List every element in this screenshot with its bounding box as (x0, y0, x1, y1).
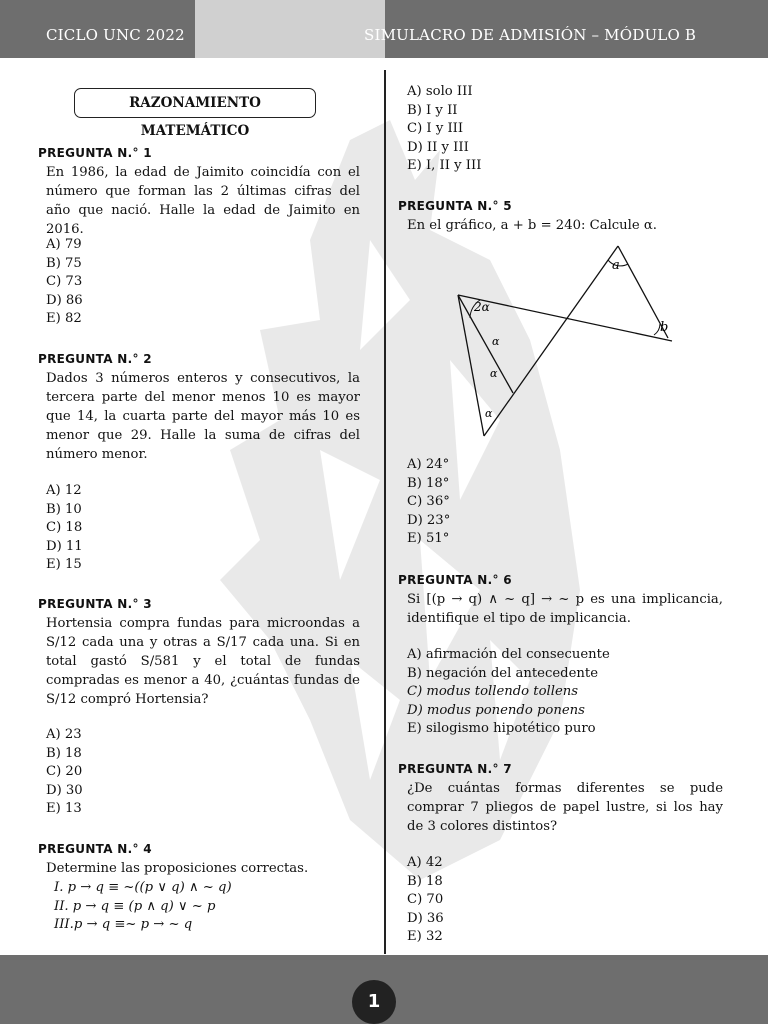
question-5-options (407, 456, 450, 549)
option-e: E) 32 (407, 929, 443, 944)
question-7-options (407, 854, 444, 947)
option-c: C) 70 (407, 892, 444, 907)
option-d: D) 11 (46, 538, 83, 554)
proposition-ii: II. p → q ≡ (p ∧ q) ∨ ~ p (54, 898, 216, 914)
question-7-heading: PREGUNTA N.° 7 (398, 762, 512, 776)
option-d: D) modus ponendo ponens (407, 702, 585, 718)
header-right-text: SIMULACRO DE ADMISIÓN – MÓDULO B (364, 26, 697, 44)
page-number: 1 (352, 980, 396, 1024)
question-1-text: En 1986, la edad de Jaimito coincidía con el número que forman las 2 últimas cifras del año que nació. Halle la edad de Jaimito en 2016. (46, 165, 360, 237)
option-a: A) 24° (407, 457, 450, 472)
question-5-text: En el gráfico, a + b = 240: Calcule α. (407, 218, 657, 233)
question-4-propositions (54, 879, 232, 935)
question-4-heading: PREGUNTA N.° 4 (38, 842, 152, 856)
option-b: B) negación del antecedente (407, 665, 599, 681)
option-c: C) 36° (407, 494, 450, 509)
option-e: E) 82 (46, 311, 82, 326)
question-2-heading: PREGUNTA N.° 2 (38, 352, 152, 366)
header-accent-band (195, 0, 385, 60)
option-d: D) 23° (407, 512, 451, 528)
section-title: RAZONAMIENTO MATEMÁTICO (74, 88, 316, 118)
question-1-heading: PREGUNTA N.° 1 (38, 146, 152, 160)
label-a: a (612, 258, 620, 273)
column-divider (384, 70, 386, 954)
option-b: B) I y II (407, 102, 458, 118)
question-2-options (46, 482, 83, 575)
option-d: D) 36 (407, 910, 444, 926)
option-c: C) 73 (46, 274, 83, 289)
option-e: E) 15 (46, 557, 82, 572)
label-alpha-1: α (492, 335, 500, 348)
option-e: E) 51° (407, 531, 450, 546)
option-b: B) 18° (407, 475, 450, 491)
question-5-heading: PREGUNTA N.° 5 (398, 199, 512, 213)
label-alpha-2: α (490, 367, 498, 380)
option-b: B) 18 (407, 873, 443, 889)
option-c: C) I y III (407, 121, 464, 136)
option-a: A) 79 (46, 237, 82, 252)
option-a: A) solo III (407, 84, 473, 99)
option-a: A) 12 (46, 483, 82, 498)
question-2-text: Dados 3 números enteros y consecutivos, la tercera parte del menor menos 10 es mayor que 14, la cuarta parte del mayor más 10 es menor que 29. Halle la suma de cifras del número menor. (46, 371, 360, 462)
option-c: C) 20 (46, 764, 83, 779)
proposition-i: I. p → q ≡ ~((p ∨ q) ∧ ~ q) (54, 880, 232, 895)
proposition-iii: III.p → q ≡~ p → ~ q (54, 917, 193, 932)
option-b: B) 10 (46, 501, 82, 517)
option-c: C) 18 (46, 520, 83, 535)
question-3-heading: PREGUNTA N.° 3 (38, 597, 152, 611)
option-d: D) 86 (46, 292, 83, 308)
option-b: B) 18 (46, 745, 82, 761)
question-4-options (407, 83, 481, 176)
header-left-text: CICLO UNC 2022 (46, 26, 185, 44)
label-2alpha: 2α (474, 300, 490, 314)
question-3-options (46, 726, 83, 819)
option-e: E) I, II y III (407, 158, 482, 173)
option-c: C) modus tollendo tollens (407, 684, 579, 699)
question-7-text: ¿De cuántas formas diferentes se pude comprar 7 pliegos de papel lustre, si los hay de 3 colores distintos? (407, 781, 723, 834)
option-d: D) II y III (407, 139, 469, 155)
option-a: A) afirmación del consecuente (407, 647, 610, 662)
option-e: E) silogismo hipotético puro (407, 721, 596, 736)
option-d: D) 30 (46, 782, 83, 798)
question-6-text: Si [(p → q) ∧ ~ q] → ~ p es una implicancia, identifique el tipo de implicancia. (407, 592, 723, 626)
option-b: B) 75 (46, 255, 82, 271)
question-6-options (407, 646, 610, 739)
question-4-text: Determine las proposiciones correctas. (46, 861, 309, 876)
option-a: A) 23 (46, 727, 82, 742)
option-e: E) 13 (46, 801, 82, 816)
option-a: A) 42 (407, 855, 443, 870)
label-b: b (660, 320, 669, 335)
question-3-text: Hortensia compra fundas para microondas a S/12 cada una y otras a S/17 cada una. Si en total gastó S/581 y el total de fundas compradas es menor a 40, ¿cuántas fundas de S/12 compró Hortensia? (46, 616, 360, 707)
question-6-heading: PREGUNTA N.° 6 (398, 573, 512, 587)
question-1-options (46, 236, 83, 329)
header-divider (0, 58, 768, 61)
geometry-figure (440, 238, 690, 443)
label-alpha-3: α (485, 407, 493, 420)
